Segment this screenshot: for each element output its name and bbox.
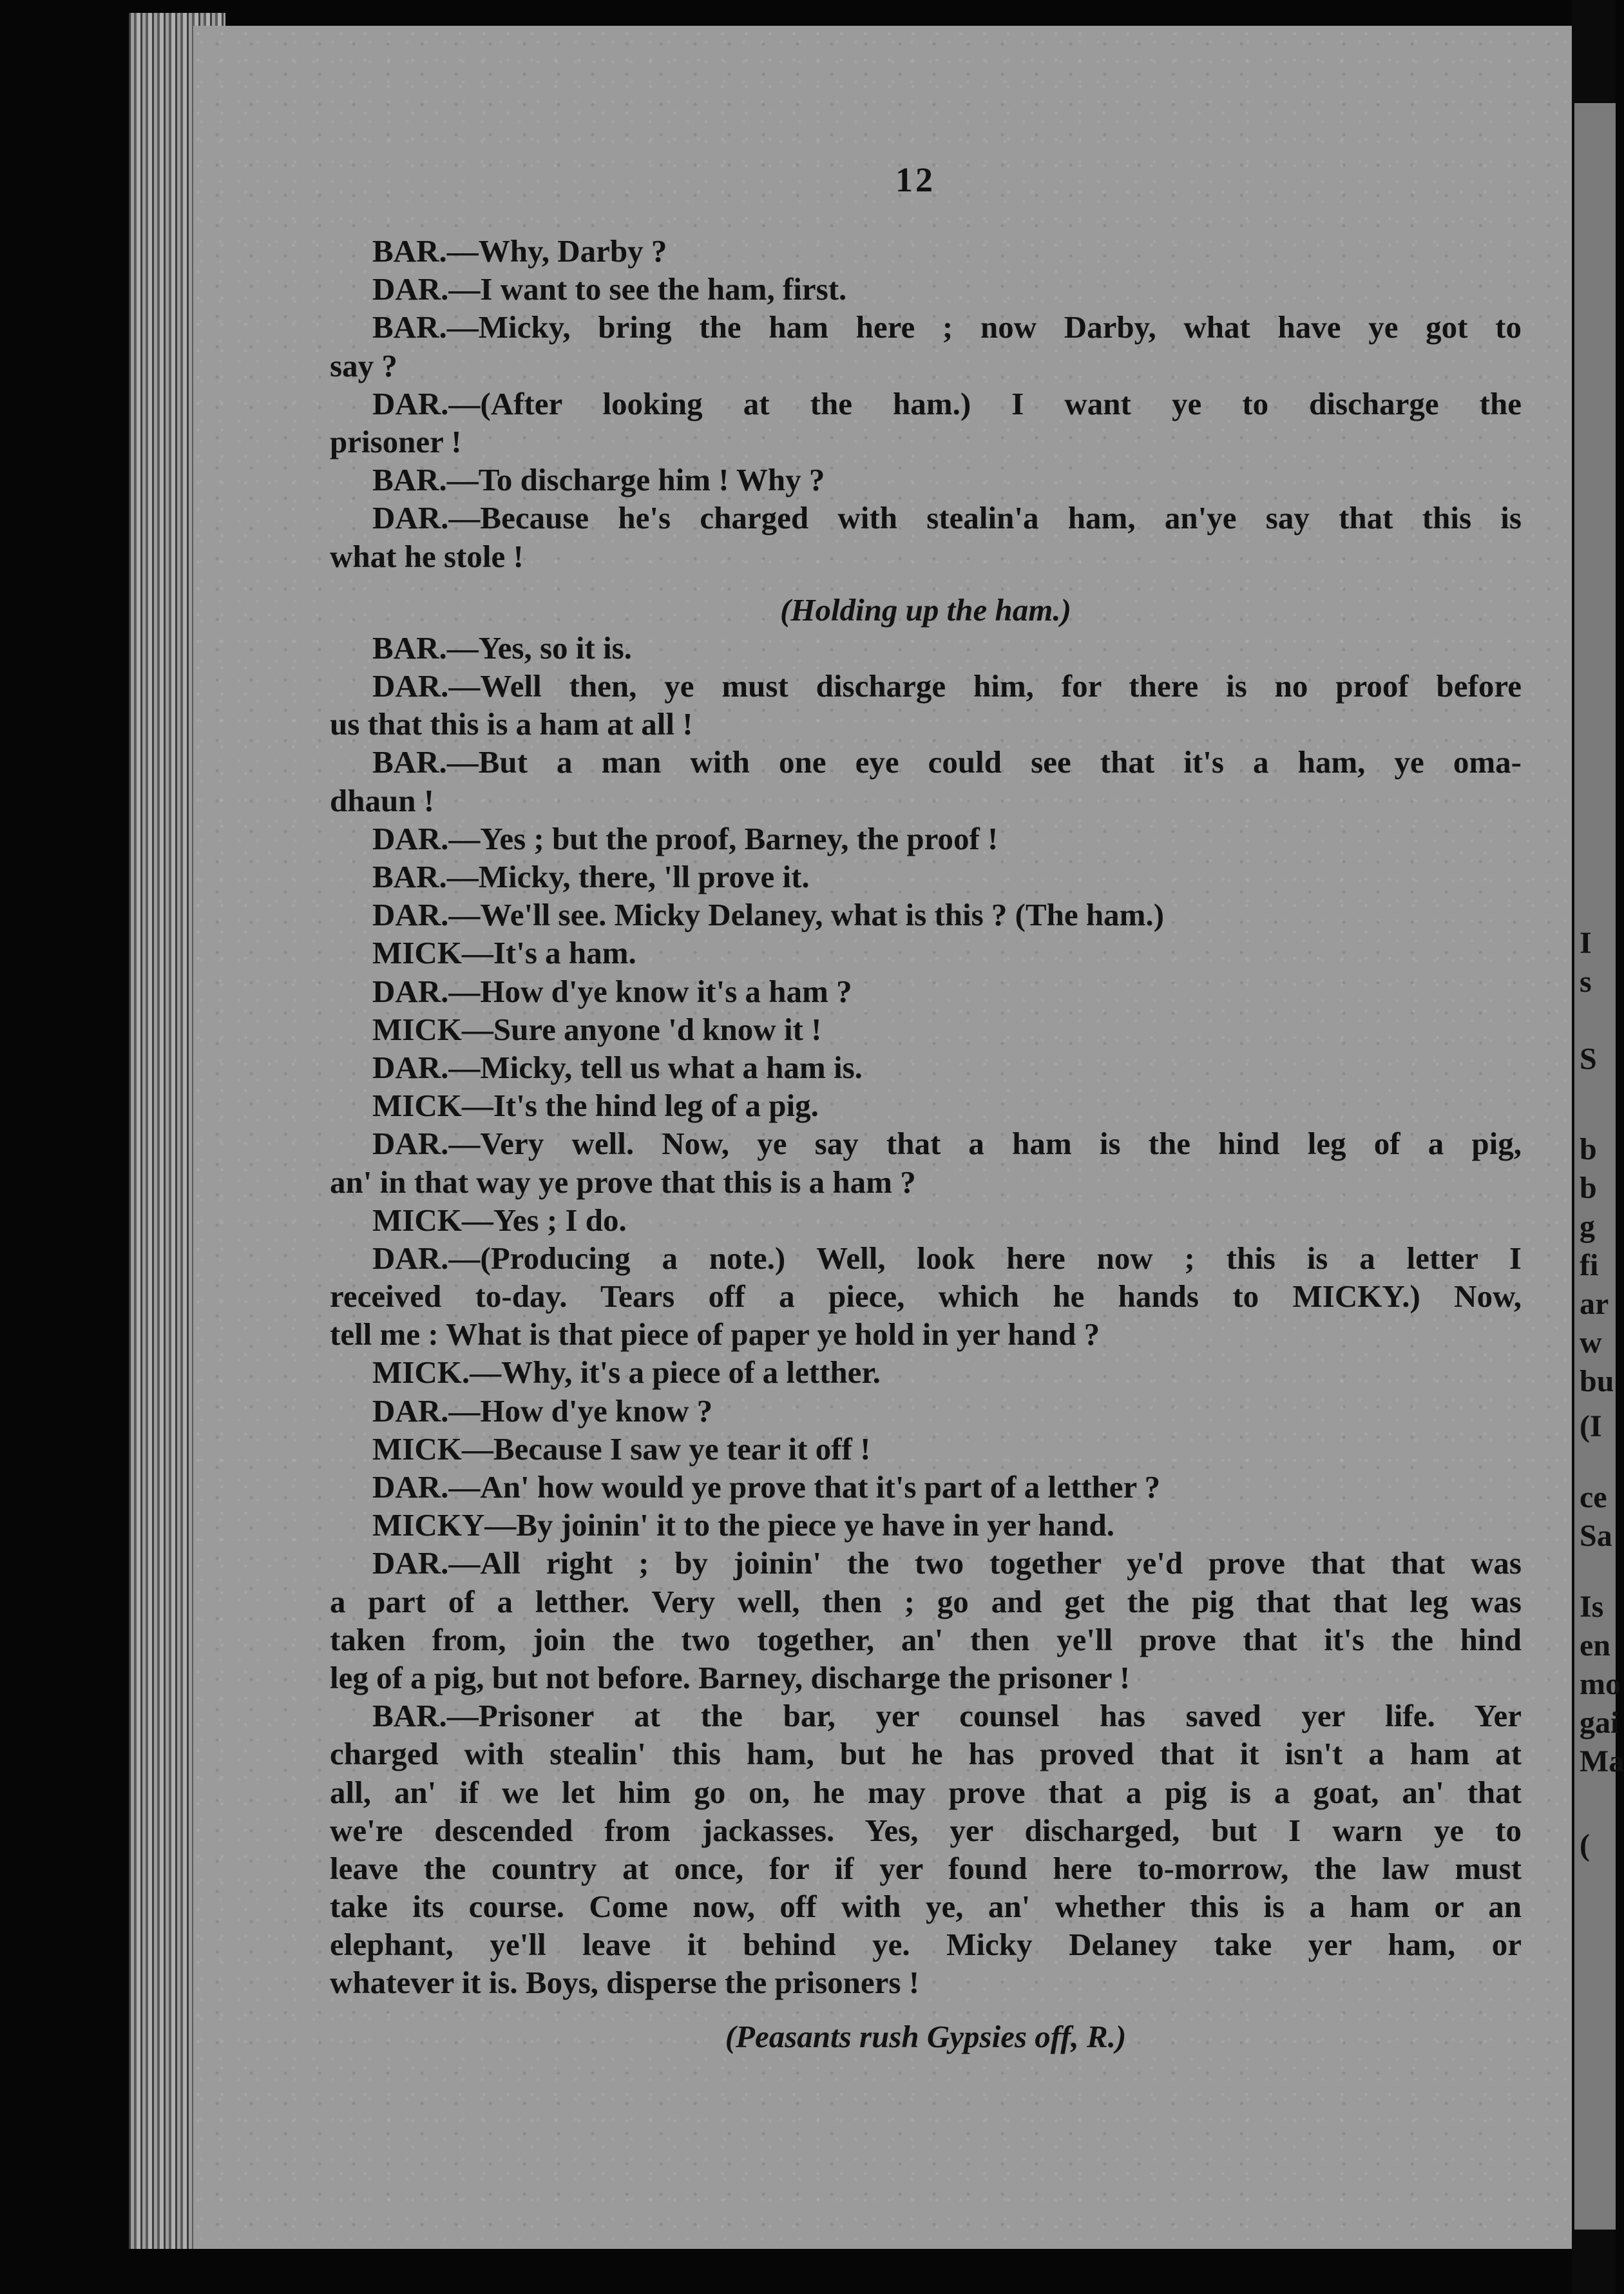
dialogue-line: tell me : What is that piece of paper ye hold in yer hand ? — [330, 1316, 1100, 1353]
dialogue-line: DAR.—(Producing a note.) Well, look here now ; this is a letter I — [372, 1240, 1522, 1276]
facing-page-sliver — [1574, 103, 1616, 2230]
dialogue-line: BAR.—Prisoner at the bar, yer counsel has saved yer life. Yer — [372, 1698, 1522, 1734]
dialogue-line: BAR.—Yes, so it is. — [372, 630, 632, 666]
dialogue-line: taken from, join the two together, an' then ye'll prove that it's the hind — [330, 1621, 1522, 1657]
dialogue-line: whatever it is. Boys, disperse the prisoners ! — [330, 1965, 920, 2001]
dialogue-line: BAR.—Why, Darby ? — [372, 233, 667, 269]
facing-page-fragment: (I — [1580, 1409, 1602, 1443]
dialogue-line: DAR.—Because he's charged with stealin'a ham, an'ye say that this is — [372, 500, 1522, 536]
facing-page-fragment: b — [1580, 1171, 1597, 1205]
dialogue-line: what he stole ! — [330, 538, 524, 574]
dialogue-line: DAR.—An' how would ye prove that it's part of a letther ? — [372, 1469, 1161, 1505]
dialogue-line: MICK—It's a ham. — [372, 935, 636, 971]
facing-page-fragment: b — [1580, 1132, 1597, 1166]
facing-page-fragment: mo — [1580, 1667, 1621, 1701]
facing-page-fragment: ( — [1580, 1828, 1590, 1862]
dialogue-line: MICKY—By joinin' it to the piece ye have in yer hand. — [372, 1507, 1114, 1543]
dialogue-line: all, an' if we let him go on, he may prove that a pig is a goat, an' that — [330, 1774, 1522, 1810]
dialogue-line: a part of a letther. Very well, then ; go and get the pig that that leg was — [330, 1583, 1522, 1619]
facing-page-fragment: Sa — [1580, 1519, 1612, 1553]
dialogue-line: BAR.—To discharge him ! Why ? — [372, 462, 825, 498]
dialogue-line: DAR.—Well then, ye must discharge him, for there is no proof before — [372, 668, 1522, 704]
facing-page-fragment: ce — [1580, 1480, 1607, 1514]
dialogue-line: prisoner ! — [330, 423, 462, 459]
facing-page-fragment: ar — [1580, 1287, 1609, 1321]
dialogue-line: BAR.—Micky, there, 'll prove it. — [372, 859, 810, 894]
facing-page-fragment: Ma — [1580, 1744, 1624, 1778]
dialogue-text — [330, 232, 1522, 2056]
dialogue-line: BAR.—Micky, bring the ham here ; now Darby, what have ye got to — [372, 309, 1522, 345]
dialogue-line: MICK—It's the hind leg of a pig. — [372, 1088, 819, 1124]
facing-page-fragment: S — [1580, 1042, 1597, 1076]
spacer — [330, 575, 1522, 591]
spacer — [330, 2002, 1522, 2018]
dialogue-line: DAR.—I want to see the ham, first. — [372, 271, 847, 307]
dialogue-line: we're descended from jackasses. Yes, yer discharged, but I warn ye to — [330, 1812, 1522, 1848]
dialogue-line: us that this is a ham at all ! — [330, 706, 693, 742]
dialogue-line: elephant, ye'll leave it behind ye. Micky Delaney take yer ham, or — [330, 1927, 1522, 1963]
dialogue-line: leave the country at once, for if yer found here to-morrow, the law must — [330, 1850, 1522, 1886]
facing-page-fragment: w — [1580, 1325, 1602, 1360]
facing-page-fragment: s — [1580, 965, 1592, 999]
dialogue-line: MICK—Yes ; I do. — [372, 1202, 627, 1238]
dialogue-line: DAR.—(After looking at the ham.) I want ye to discharge the — [372, 385, 1522, 421]
dialogue-line: DAR.—All right ; by joinin' the two together ye'd prove that that was — [372, 1545, 1522, 1581]
dialogue-line: DAR.—How d'ye know ? — [372, 1393, 713, 1429]
facing-page-fragment: gai — [1580, 1706, 1619, 1740]
dialogue-line: MICK—Sure anyone 'd know it ! — [372, 1011, 822, 1047]
dialogue-line: an' in that way ye prove that this is a ham ? — [330, 1164, 916, 1200]
facing-page-fragment: I — [1580, 926, 1592, 960]
dialogue-line: MICK—Because I saw ye tear it off ! — [372, 1431, 871, 1467]
stage-direction: (Peasants rush Gypsies off, R.) — [725, 2018, 1127, 2054]
dialogue-line: BAR.—But a man with one eye could see that it's a ham, ye oma- — [372, 744, 1522, 780]
stage-direction: (Holding up the ham.) — [780, 592, 1071, 628]
dialogue-line: dhaun ! — [330, 782, 435, 818]
page-number: 12 — [895, 160, 935, 199]
dialogue-line: DAR.—Very well. Now, ye say that a ham is the hind leg of a pig, — [372, 1126, 1522, 1162]
dialogue-line: DAR.—We'll see. Micky Delaney, what is this ? (The ham.) — [372, 897, 1165, 933]
dialogue-line: DAR.—How d'ye know it's a ham ? — [372, 973, 852, 1009]
facing-page-fragment: bu — [1580, 1364, 1614, 1398]
facing-page-fragment: fi — [1580, 1248, 1599, 1282]
dialogue-line: take its course. Come now, off with ye, an' whether this is a ham or an — [330, 1889, 1522, 1925]
dialogue-line: DAR.—Yes ; but the proof, Barney, the proof ! — [372, 820, 998, 856]
facing-page-fragment: g — [1580, 1210, 1595, 1244]
dialogue-line: charged with stealin' this ham, but he has proved that it isn't a ham at — [330, 1736, 1522, 1772]
dialogue-line: MICK.—Why, it's a piece of a letther. — [372, 1354, 881, 1391]
facing-page-fragment: en — [1580, 1628, 1610, 1663]
dialogue-line: say ? — [330, 347, 397, 383]
facing-page-fragment: Is — [1580, 1590, 1604, 1624]
dialogue-line: received to-day. Tears off a piece, which he hands to MICKY.) Now, — [330, 1278, 1522, 1315]
dialogue-line: DAR.—Micky, tell us what a ham is. — [372, 1049, 863, 1085]
dialogue-line: leg of a pig, but not before. Barney, discharge the prisoner ! — [330, 1659, 1131, 1695]
